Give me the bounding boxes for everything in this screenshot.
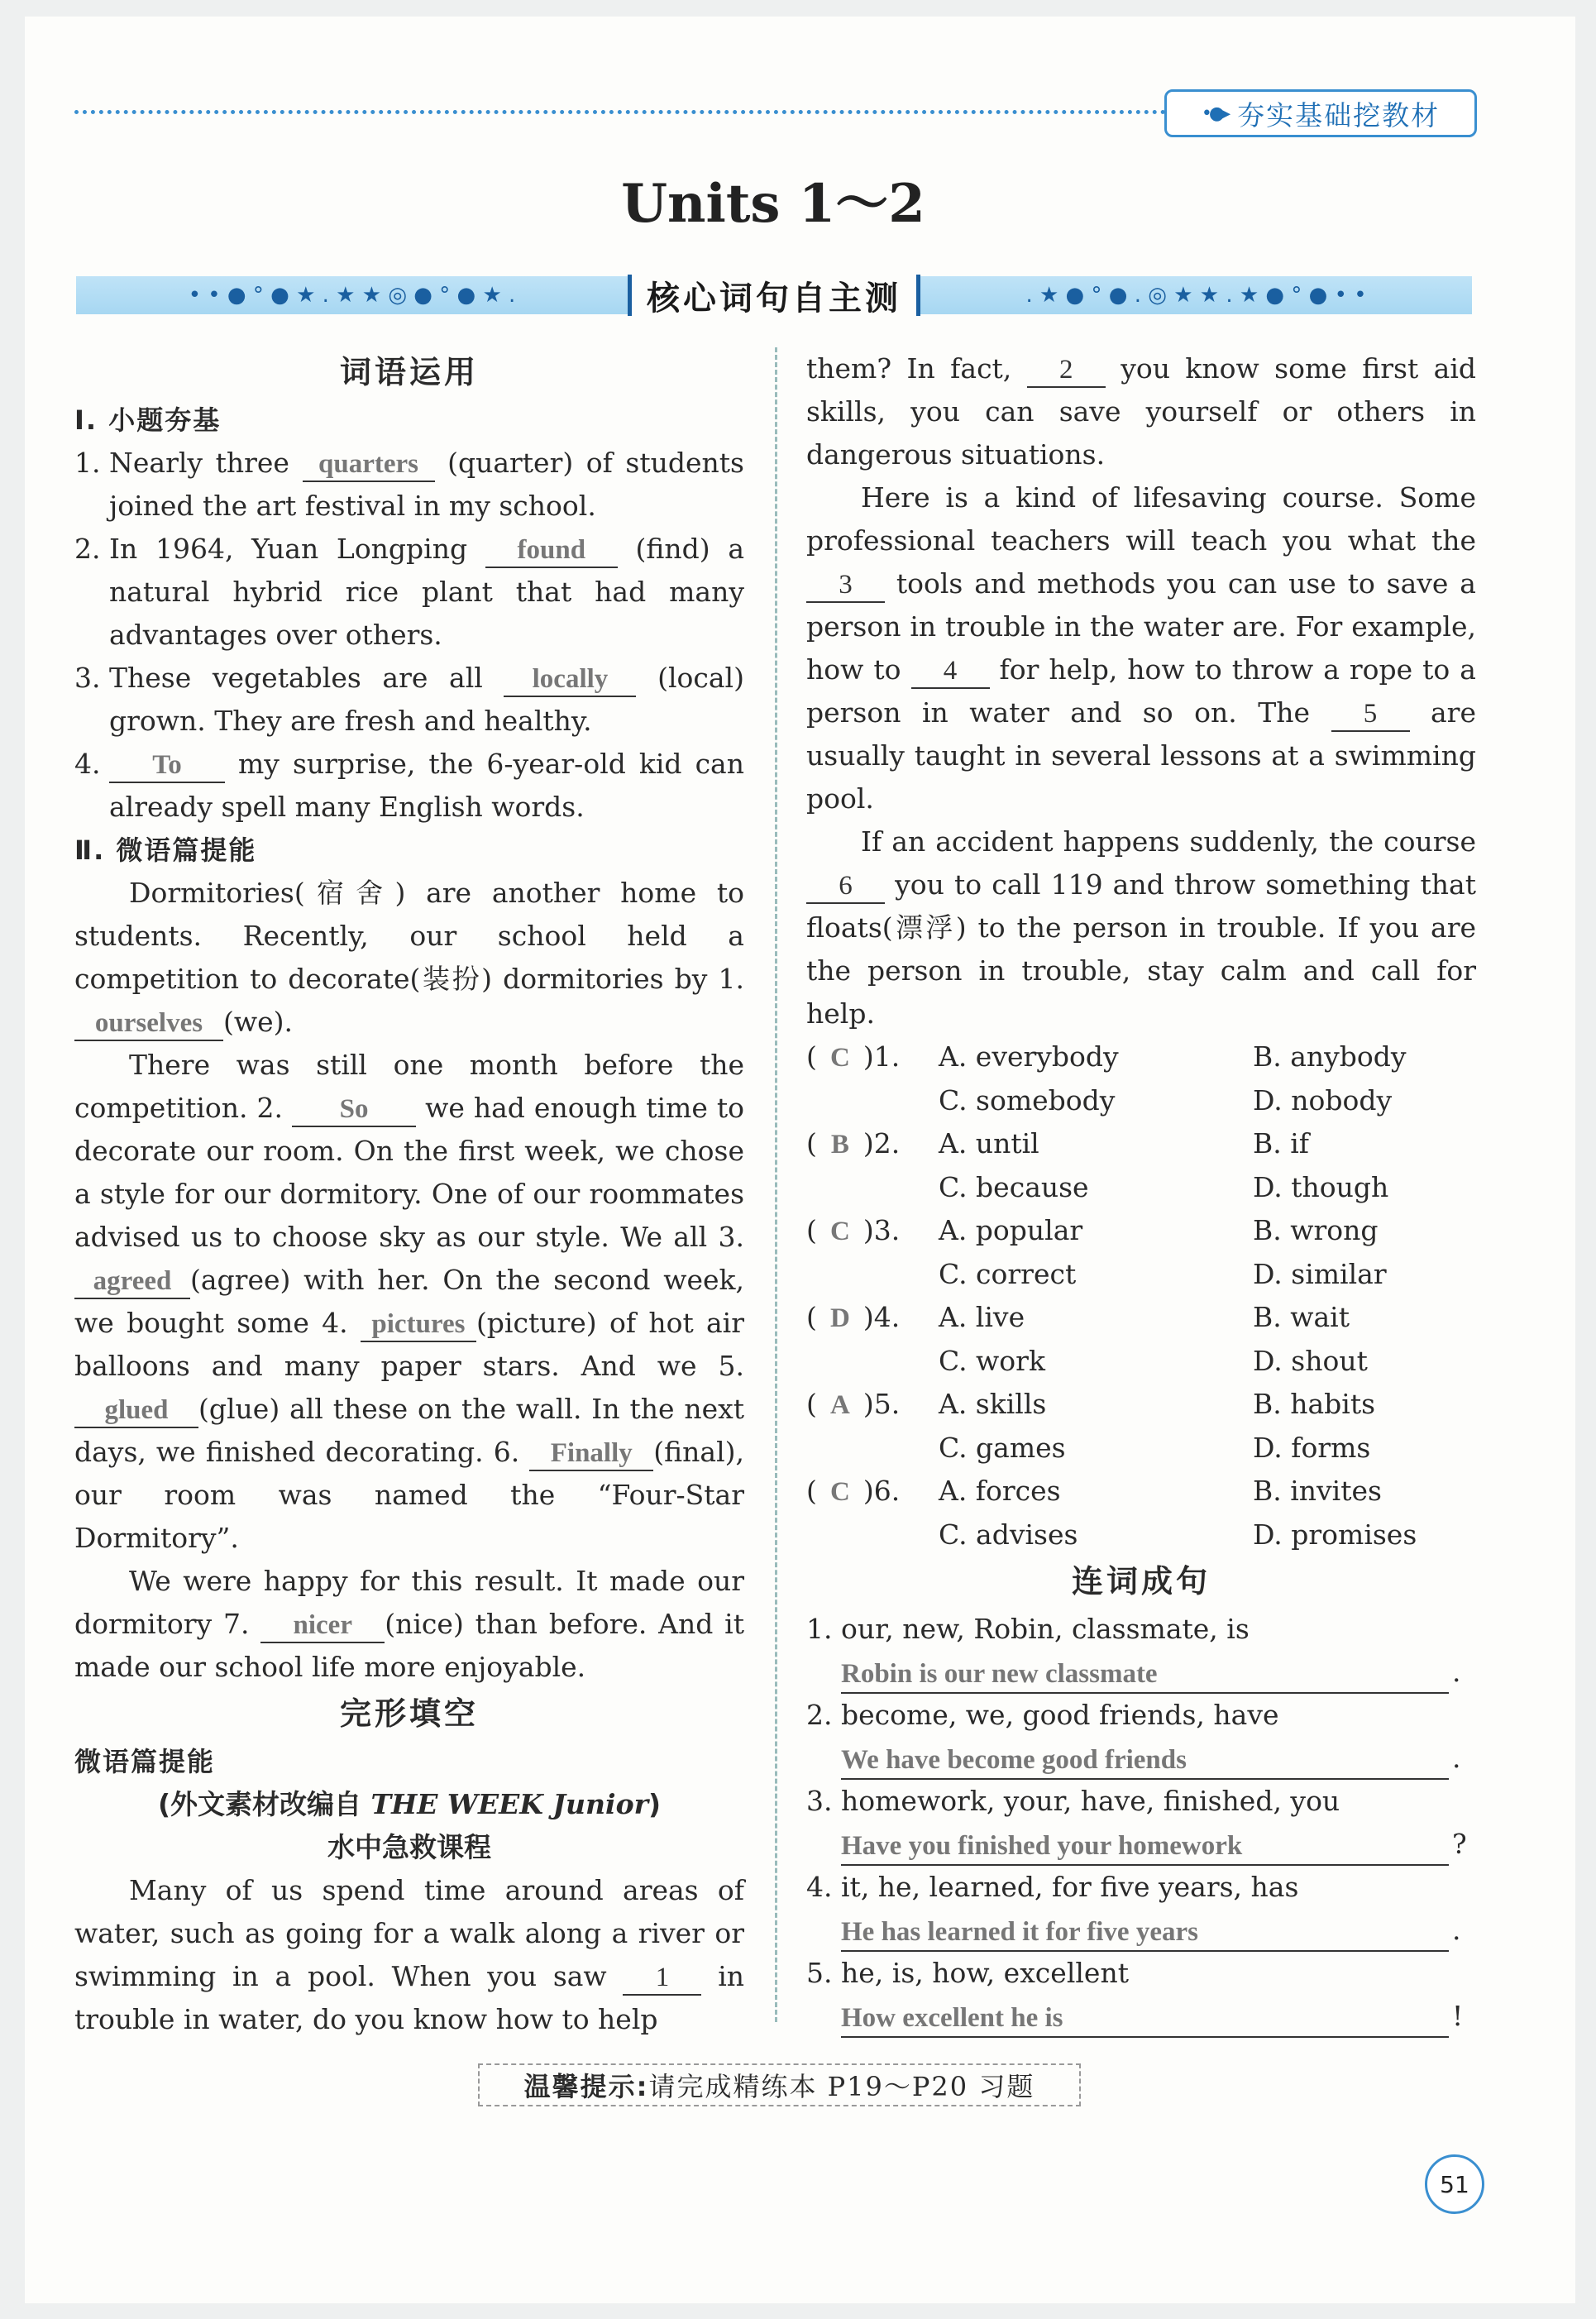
passage-text: (nice) than before. And it made our school life more enjoyable.	[74, 1608, 744, 1683]
item-number: 1.	[806, 1613, 833, 1645]
mc-option[interactable]: C. because	[939, 1171, 1089, 1203]
vocab-heading: 词语运用	[339, 354, 479, 390]
source-text: )	[647, 1788, 662, 1820]
cloze-blank[interactable]: 3	[806, 568, 885, 603]
cloze-text: If an accident happens suddenly, the course	[861, 825, 1476, 858]
mc-question	[806, 1296, 1476, 1383]
answer-blank[interactable]: So	[292, 1093, 416, 1127]
page-number: 51	[1425, 2154, 1484, 2214]
passage-text: (agree) with her. On the second week, we bought some 4.	[74, 1264, 744, 1339]
cloze-paragraph	[806, 476, 1476, 820]
left-column	[74, 347, 744, 2041]
item-number: 3.	[74, 662, 101, 694]
mc-question	[806, 1035, 1476, 1122]
cloze-text: are usually taught in several lessons at a swimming pool.	[806, 696, 1476, 815]
sentence-end-mark: .	[1452, 1656, 1461, 1688]
item-after: my surprise, the 6-year-old kid can already spell many English words.	[109, 748, 744, 823]
section-tag-label: 夯实基础挖教材	[1237, 98, 1441, 131]
answer-blank[interactable]: locally	[504, 662, 636, 697]
part2-title: Ⅱ. 微语篇提能	[74, 834, 257, 866]
source-publication: THE WEEK Junior	[370, 1788, 648, 1820]
mc-option[interactable]: C. somebody	[939, 1084, 1116, 1116]
header-dotted-line	[74, 110, 1166, 114]
sentence-end-mark: !	[1452, 2000, 1464, 2032]
passage-text: (glue) all these on the wall. In the next days, we finished decorating. 6.	[74, 1393, 744, 1468]
mc-option[interactable]: D. though	[1253, 1171, 1389, 1203]
item-text	[109, 743, 744, 829]
sentence-item	[806, 1866, 1476, 1952]
mc-answer: B	[830, 1130, 849, 1160]
mc-number: 3.	[873, 1214, 901, 1246]
tip-text: 请完成精练本 P19～P20 习题	[648, 2071, 1035, 2102]
mc-option[interactable]: A. popular	[939, 1214, 1083, 1246]
item-before: These vegetables are all	[109, 662, 483, 694]
cloze-blank[interactable]: 2	[1027, 353, 1106, 388]
cloze-paragraph	[74, 1869, 744, 2041]
mc-question	[806, 1122, 1476, 1209]
mc-question	[806, 1383, 1476, 1470]
answer-blank[interactable]: To	[109, 748, 225, 783]
mc-option[interactable]: B. wrong	[1253, 1214, 1379, 1246]
mc-question	[806, 1209, 1476, 1296]
item-number: 2.	[74, 533, 101, 565]
part1-title: Ⅰ. 小题夯基	[74, 404, 222, 436]
vocab-item	[74, 528, 744, 657]
mc-number: 6.	[873, 1475, 901, 1507]
passage-text: (we).	[223, 1006, 294, 1038]
mc-option[interactable]: A. live	[939, 1301, 1025, 1333]
scrambled-words: it, he, learned, for five years, has	[841, 1871, 1299, 1903]
page-title: Units 1～2	[621, 173, 925, 235]
mc-option[interactable]: C. games	[939, 1432, 1066, 1464]
mc-number: 1.	[873, 1040, 901, 1073]
cloze-text: Here is a kind of lifesaving course. Some professional teachers will teach you what the	[806, 481, 1476, 557]
mc-answer-slot[interactable]: ( C )6.	[806, 1470, 939, 1513]
sentences-heading: 连词成句	[1071, 1563, 1211, 1599]
passage-paragraph	[74, 872, 744, 1044]
sentence-answer[interactable]: He has learned it for five years	[841, 1914, 1449, 1952]
cloze-blank[interactable]: 1	[623, 1961, 701, 1996]
mc-option[interactable]: B. invites	[1253, 1475, 1382, 1507]
item-number: 2.	[806, 1699, 833, 1731]
mc-option[interactable]: D. similar	[1253, 1258, 1387, 1290]
passage-text: (final), our room was named the “Four-Star Dormitory”.	[74, 1436, 744, 1554]
answer-blank[interactable]: agreed	[74, 1265, 190, 1299]
item-text	[109, 528, 744, 657]
section-banner	[76, 273, 1472, 318]
mc-option[interactable]: C. advises	[939, 1518, 1078, 1551]
vocab-item	[74, 442, 744, 528]
scrambled-words: homework, your, have, finished, you	[841, 1785, 1340, 1817]
mc-answer-slot[interactable]: ( A )5.	[806, 1383, 939, 1427]
banner-decoration-right: . ★ ● ° ● . ◎ ★ ★ . ★ ● ° ● • •	[920, 276, 1472, 314]
cloze-title: 水中急救课程	[327, 1831, 491, 1863]
vocab-item	[74, 657, 744, 743]
item-before: In 1964, Yuan Longping	[109, 533, 468, 565]
source-text: (外文素材改编自	[157, 1788, 371, 1820]
mc-answer: C	[829, 1217, 850, 1246]
passage-text: we had enough time to decorate our room. On the first week, we chose a style for our dormitory. One of our roommates advised us to choose sky as our style. We all 3.	[74, 1092, 744, 1253]
mc-option[interactable]: B. anybody	[1253, 1040, 1407, 1073]
cloze-subheading: 微语篇提能	[74, 1746, 216, 1777]
mc-number: 4.	[873, 1301, 901, 1333]
mc-number: 2.	[873, 1127, 901, 1160]
sentence-end-mark: .	[1452, 1742, 1461, 1774]
column-divider	[775, 347, 777, 2022]
passage-text: (picture) of hot air balloons and many paper stars. And we 5.	[74, 1307, 744, 1382]
cloze-blank[interactable]: 6	[806, 869, 885, 904]
passage-text: There was still one month before the competition. 2.	[74, 1049, 744, 1124]
cloze-source	[74, 1783, 744, 1826]
mc-question	[806, 1470, 1476, 1556]
banner-title: 核心词句自主测	[628, 275, 920, 316]
item-before: Nearly three	[109, 447, 289, 479]
item-number: 4.	[806, 1871, 833, 1903]
mc-answer: C	[829, 1477, 850, 1507]
sentence-item	[806, 1780, 1476, 1866]
answer-blank[interactable]: Finally	[529, 1437, 653, 1471]
item-number: 3.	[806, 1785, 833, 1817]
item-text	[109, 442, 744, 528]
answer-blank[interactable]: nicer	[260, 1609, 385, 1643]
sentence-answer[interactable]: Have you finished your homework	[841, 1828, 1449, 1866]
passage-paragraph	[74, 1560, 744, 1689]
mc-option[interactable]: A. everybody	[939, 1040, 1119, 1073]
right-column	[806, 347, 1476, 2038]
mc-option[interactable]: B. habits	[1253, 1388, 1376, 1420]
mc-answer: A	[829, 1390, 850, 1420]
answer-blank[interactable]: glued	[74, 1394, 198, 1428]
item-number: 1.	[74, 447, 101, 479]
tip-box	[478, 2063, 1081, 2106]
cloze-text: you know some first aid skills, you can save yourself or others in dangerous situations.	[806, 352, 1476, 471]
mc-answer-slot[interactable]: ( B )2.	[806, 1122, 939, 1166]
item-after: (local) grown. They are fresh and healthy.	[109, 662, 744, 737]
sentence-answer[interactable]: How excellent he is	[841, 2000, 1449, 2038]
item-number: 4.	[74, 748, 101, 780]
answer-blank[interactable]: ourselves	[74, 1006, 223, 1041]
banner-decoration-left: • • ● ° ● ★ . ★ ★ ◎ ● ° ● ★ .	[76, 276, 628, 314]
vocab-item	[74, 743, 744, 829]
scrambled-words: become, we, good friends, have	[841, 1699, 1279, 1731]
answer-blank[interactable]: found	[485, 533, 618, 568]
sentence-item	[806, 1694, 1476, 1780]
mc-number: 5.	[873, 1388, 901, 1420]
mc-option[interactable]: C. correct	[939, 1258, 1077, 1290]
cloze-text: for help, how to throw a rope to a person in water and so on. The	[806, 653, 1476, 729]
answer-blank[interactable]: pictures	[361, 1308, 476, 1342]
mc-answer-slot[interactable]: ( C )3.	[806, 1209, 939, 1253]
cloze-blank[interactable]: 5	[1331, 697, 1410, 732]
mc-option[interactable]: D. shout	[1253, 1345, 1368, 1377]
mc-option[interactable]: B. wait	[1253, 1301, 1350, 1333]
cloze-text: you to call 119 and throw something that floats(漂浮) to the person in trouble. If you are the person in trouble, stay calm and call for help.	[806, 868, 1476, 1030]
mc-answer-slot[interactable]: ( C )1.	[806, 1035, 939, 1079]
cloze-paragraph	[806, 347, 1476, 476]
mc-answer-slot[interactable]: ( D )4.	[806, 1296, 939, 1340]
sentence-answer[interactable]: We have become good friends	[841, 1742, 1449, 1780]
mc-option[interactable]: A. forces	[939, 1475, 1061, 1507]
scrambled-words: our, new, Robin, classmate, is	[841, 1613, 1250, 1645]
sentence-end-mark: ?	[1452, 1828, 1467, 1860]
cloze-text: in trouble in water, do you know how to help	[74, 1960, 744, 2035]
cloze-text: Many of us spend time around areas of water, such as going for a walk along a river or swimming in a pool. When you saw	[74, 1874, 744, 1992]
item-after: (find) a natural hybrid rice plant that had many advantages over others.	[109, 533, 744, 651]
sentence-item	[806, 1608, 1476, 1694]
mc-option[interactable]: D. nobody	[1253, 1084, 1393, 1116]
cloze-paragraph	[806, 820, 1476, 1035]
answer-blank[interactable]: quarters	[303, 447, 435, 482]
mc-option[interactable]: D. promises	[1253, 1518, 1417, 1551]
mc-option[interactable]: C. work	[939, 1345, 1045, 1377]
mc-option[interactable]: B. if	[1253, 1127, 1309, 1160]
mc-answer: C	[829, 1043, 850, 1073]
mc-option[interactable]: D. forms	[1253, 1432, 1371, 1464]
passage-paragraph	[74, 1044, 744, 1560]
scrambled-words: he, is, how, excellent	[841, 1957, 1129, 1989]
sentence-answer[interactable]: Robin is our new classmate	[841, 1656, 1449, 1694]
item-after: (quarter) of students joined the art festival in my school.	[109, 447, 744, 522]
arrow-icon: •●▸	[1201, 103, 1228, 124]
item-number: 5.	[806, 1957, 833, 1989]
mc-option[interactable]: A. skills	[939, 1388, 1047, 1420]
cloze-text: them? In fact,	[806, 352, 1012, 385]
passage-text: We were happy for this result. It made our dormitory 7.	[74, 1565, 744, 1640]
cloze-text: tools and methods you can use to save a person in trouble in the water are. For example, how to	[806, 567, 1476, 686]
sentence-item	[806, 1952, 1476, 2038]
section-tag	[1164, 89, 1477, 137]
passage-text: Dormitories(宿舍) are another home to students. Recently, our school held a competition to decorate(装扮) dormitories by 1.	[74, 877, 744, 995]
item-text	[109, 657, 744, 743]
sentence-end-mark: .	[1452, 1914, 1461, 1946]
tip-label: 温馨提示:	[523, 2071, 649, 2102]
cloze-blank[interactable]: 4	[911, 654, 990, 689]
mc-option[interactable]: A. until	[939, 1127, 1039, 1160]
cloze-heading: 完形填空	[339, 1695, 479, 1732]
mc-answer: D	[829, 1303, 850, 1333]
